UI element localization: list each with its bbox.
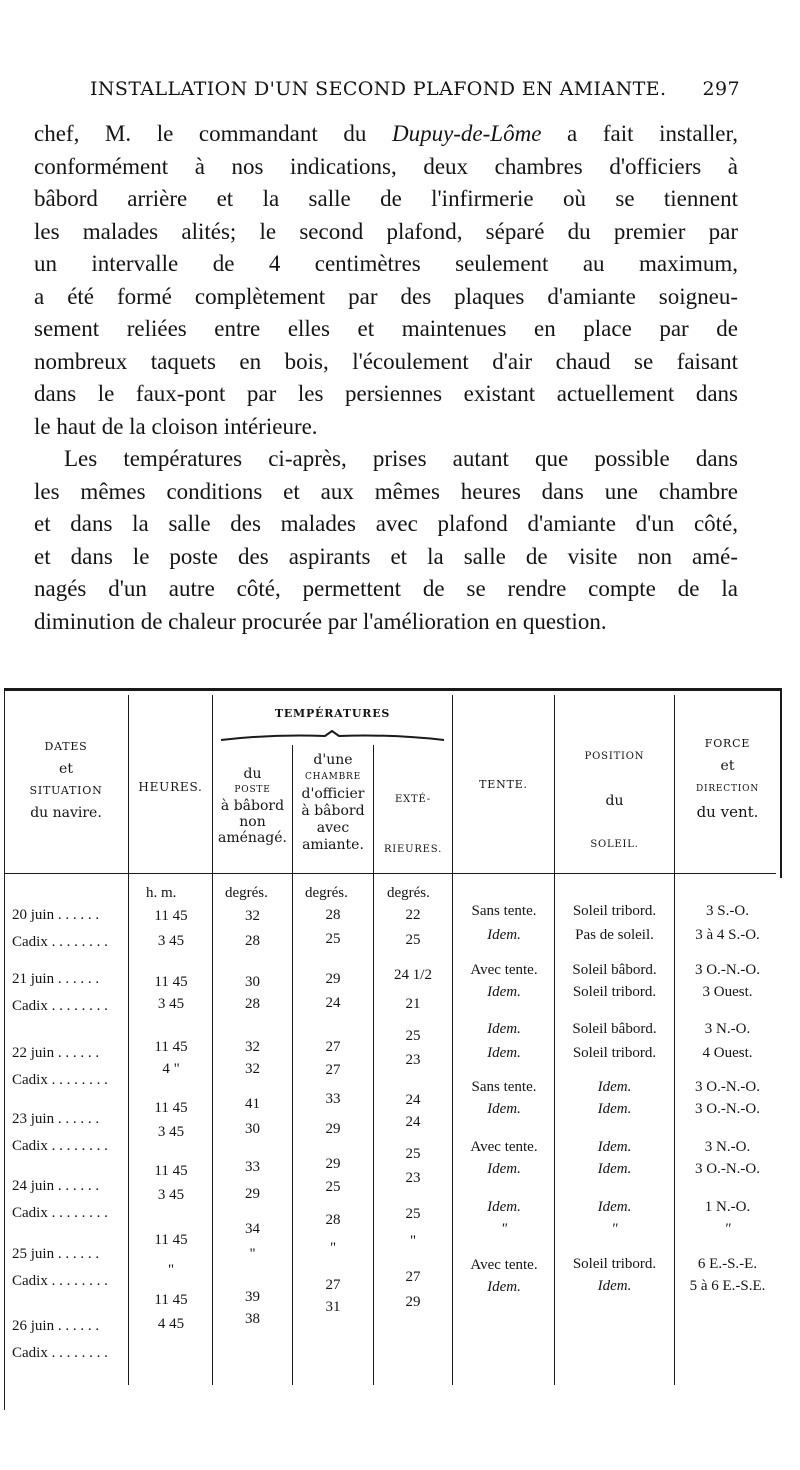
soleil-cell: Idem. [597,1161,632,1177]
ext-cell: 22 [405,907,421,923]
ext-cell: 23 [405,1052,421,1068]
text-line: Les températures ci-après, prises autant que possible dans [64,446,738,471]
soleil-cell: Idem. [597,1278,632,1294]
unit-chambre: degrés. [305,885,348,901]
chambre-cell: " [329,1240,337,1256]
date-cell: 23 juin . . . . . . [12,1111,100,1127]
soleil-cell: Soleil bâbord. [572,1021,657,1037]
poste-cell: 32 [245,908,260,924]
vent-cell: 3 N.-O. [704,1139,751,1155]
chambre-heading: d'une CHAMBRE d'officier à bâbord avec amiante. [301,752,365,853]
heures-cell: 11 45 [154,1039,188,1055]
text-line: les malades alités; le second plafond, séparé du premier par [34,218,738,244]
vent-cell: 3 O.-N.-O. [695,962,760,978]
ext-cell: " [409,1233,417,1249]
soleil-cell: Idem. [597,1101,632,1117]
ext-cell: 25 [405,932,421,948]
poste-cell: 33 [245,1159,260,1175]
soleil-cell: Soleil tribord. [572,1256,657,1272]
vent-cell: 3 O.-N.-O. [695,1079,760,1095]
ext-cell: 24 [405,1114,421,1130]
tente-cell: Idem. [487,1045,521,1061]
force-heading: FORCE et DIRECTION du vent. [695,737,759,821]
table-top-rule [4,688,782,691]
soleil-cell: Soleil tribord. [572,1045,657,1061]
date-cell: 20 juin . . . . . . [12,907,100,923]
vent-cell: 3 O.-N.-O. [695,1161,760,1177]
text-line: a été formé complètement par des plaques d'amiante soigneu- [34,283,738,309]
soleil-cell: Pas de soleil. [575,927,654,943]
heures-cell: 4 " [162,1061,180,1077]
place-cell: Cadix . . . . . . . . [12,1138,108,1154]
tente-cell: Avec tente. [470,1139,538,1155]
tente-cell: Sans tente. [471,903,537,919]
place-cell: Cadix . . . . . . . . [12,1273,108,1289]
chambre-cell: 29 [325,1121,341,1137]
place-cell: Cadix . . . . . . . . [12,1072,108,1088]
heures-cell: 11 45 [154,1100,188,1116]
chambre-cell: 29 [325,1156,341,1172]
text-line: les mêmes conditions et aux mêmes heures dans une chambre [34,478,738,504]
chambre-cell: 29 [325,971,341,987]
heures-cell: " [167,1262,175,1278]
poste-cell: 30 [245,974,260,990]
chambre-cell: 24 [325,995,341,1011]
column-rule [780,688,782,878]
chambre-cell: 27 [325,1277,341,1293]
heures-cell: 3 45 [157,1187,185,1203]
tente-cell: Idem. [487,1021,521,1037]
chambre-cell: 27 [325,1039,341,1055]
temperatures-heading: TEMPÉRATURES [274,707,391,720]
heures-cell: 3 45 [157,933,185,949]
ext-cell: 24 1/2 [394,967,432,983]
poste-cell: 34 [245,1221,260,1237]
text-line: sement reliées entre elles et maintenues en place par de [34,316,738,341]
column-rule [452,695,453,1385]
exterieures-heading: EXTÉ- RIEURES. [383,794,443,855]
text-line: dans le faux-pont par les persiennes existant actuellement dans [34,381,738,406]
tente-cell: " [500,1221,508,1237]
vent-cell: 3 N.-O. [704,1021,751,1037]
chambre-cell: 28 [325,907,341,923]
poste-cell: 28 [245,933,260,949]
heures-cell: 11 45 [154,1292,188,1308]
soleil-cell: Idem. [597,1199,632,1215]
vent-cell: 3 Ouest. [702,984,753,1000]
ext-cell: 29 [405,1294,421,1310]
tente-cell: Sans tente. [471,1079,537,1095]
poste-cell: 30 [245,1121,260,1137]
column-rule [128,695,129,1385]
vent-cell: 3 à 4 S.-O. [695,927,760,943]
tente-cell: Avec tente. [470,962,538,978]
tente-cell: Idem. [487,1199,521,1215]
poste-heading: du POSTE à bâbord non aménagé. [218,766,287,846]
heures-cell: 11 45 [154,974,188,990]
unit-ext: degrés. [387,885,430,901]
vent-cell: 3 S.-O. [706,903,749,919]
text-line: et dans la salle des malades avec plafond d'amiante d'un côté, [34,511,738,536]
tente-heading: TENTE. [479,778,528,791]
heures-cell: 11 45 [154,1232,188,1248]
poste-cell: 32 [245,1039,260,1055]
date-cell: 22 juin . . . . . . [12,1045,100,1061]
text-line: bâbord arrière et la salle de l'infirmerie où se tiennent [34,186,738,211]
place-cell: Cadix . . . . . . . . [12,1205,108,1221]
date-cell: 25 juin . . . . . . [12,1246,100,1262]
chambre-cell: 25 [325,1179,341,1195]
ship-name: Dupuy-de-Lôme [391,121,542,146]
chambre-cell: 28 [325,1212,341,1228]
vent-cell: 1 N.-O. [704,1199,751,1215]
vent-cell: 6 E.-S.-E. [697,1256,758,1272]
dates-heading: DATES et SITUATION du navire. [29,740,103,821]
place-cell: Cadix . . . . . . . . [12,934,108,950]
date-cell: 26 juin . . . . . . [12,1318,100,1334]
temperatures-brace [213,730,452,744]
poste-cell: " [249,1246,256,1262]
ext-cell: 21 [405,996,421,1012]
vent-cell: " [724,1221,731,1237]
heures-heading: HEURES. [138,780,203,794]
ext-cell: 25 [405,1028,421,1044]
text-line: et dans le poste des aspirants et la salle de visite non amé- [34,543,738,569]
poste-cell: 38 [245,1311,260,1327]
chambre-cell: 25 [325,931,341,947]
heures-cell: 4 45 [157,1316,185,1332]
ext-cell: 25 [405,1146,421,1162]
text-line: le haut de la cloison intérieure. [34,413,318,439]
soleil-cell: Idem. [597,1079,632,1095]
tente-cell: Idem. [487,1101,521,1117]
tente-cell: Idem. [487,984,521,1000]
soleil-cell: Soleil bâbord. [572,962,657,978]
soleil-cell: " [611,1221,618,1237]
text-line: un intervalle de 4 centimètres seulement au maximum, [34,251,738,276]
position-heading: POSITION du SOLEIL. [584,751,645,850]
page-number: 297 [702,78,740,100]
soleil-cell: Soleil tribord. [572,984,657,1000]
text-line: conformément à nos indications, deux chambres d'officiers à [34,153,738,179]
poste-cell: 39 [245,1289,260,1305]
tente-cell: Idem. [487,1279,521,1295]
date-cell: 24 juin . . . . . . [12,1178,100,1194]
poste-cell: 28 [245,996,260,1012]
ext-cell: 27 [405,1269,421,1285]
vent-cell: 4 Ouest. [702,1045,753,1061]
chambre-cell: 27 [325,1062,341,1078]
poste-cell: 41 [245,1096,260,1112]
soleil-cell: Idem. [597,1139,632,1155]
unit-poste: degrés. [225,885,268,901]
poste-cell: 32 [245,1061,260,1077]
date-cell: 21 juin . . . . . . [12,971,100,987]
ext-cell: 24 [405,1092,421,1108]
tente-cell: Idem. [487,927,521,943]
text-line: nombreux taquets en bois, l'écoulement d'air chaud se faisant [34,348,738,374]
tente-cell: Idem. [487,1161,521,1177]
vent-cell: 3 O.-N.-O. [695,1101,760,1117]
unit-heures: h. m. [146,885,177,901]
chambre-cell: 31 [325,1299,341,1315]
text-line: chef, M. le commandant du Dupuy-de-Lôme a fait installer, [34,121,739,146]
ext-cell: 23 [405,1170,421,1186]
place-cell: Cadix . . . . . . . . [12,998,108,1014]
soleil-cell: Soleil tribord. [572,903,657,919]
text-line: diminution de chaleur procurée par l'amélioration en question. [34,608,607,634]
text-line: nagés d'un autre côté, permettent de se rendre compte de la [34,576,738,601]
running-head-title: INSTALLATION D'UN SECOND PLAFOND EN AMIANTE. [90,78,667,100]
heures-cell: 11 45 [154,1163,188,1179]
vent-cell: 5 à 6 E.-S.E. [689,1278,766,1294]
heures-cell: 3 45 [157,1124,185,1140]
tente-cell: Avec tente. [470,1257,538,1273]
ext-cell: 25 [405,1206,421,1222]
poste-cell: 29 [245,1186,260,1202]
chambre-cell: 33 [325,1091,341,1107]
heures-cell: 11 45 [154,908,188,924]
heures-cell: 3 45 [157,996,185,1012]
place-cell: Cadix . . . . . . . . [12,1345,108,1361]
